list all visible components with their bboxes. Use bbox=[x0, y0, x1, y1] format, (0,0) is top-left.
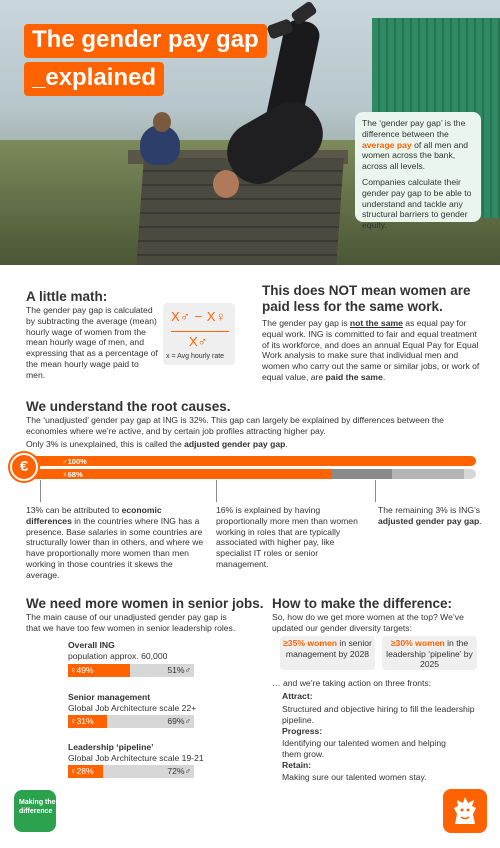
euro-icon: € bbox=[10, 453, 38, 481]
senior-jobs-heading: We need more women in senior jobs. bbox=[26, 596, 264, 611]
target-senior-management: ≥35% women in senior management by 2028 bbox=[280, 636, 375, 670]
math-body: The gender pay gap is calculated by subtracting the average (mean) hourly wage of women from the mean hourly wage of men, and expressing that as a percentage of the mean hourly wage paid to men. bbox=[26, 305, 158, 380]
callout-text-2: Companies calculate their gender pay gap to be able to understand and tackle any structural barriers to gender equity. bbox=[362, 176, 472, 231]
men-share: 72%♂ bbox=[167, 766, 191, 776]
not-same-heading: This does NOT mean women are paid less for the same work. bbox=[262, 283, 471, 314]
formula-box bbox=[163, 303, 235, 365]
action-retain-text: Making sure our talented women stay. bbox=[282, 772, 427, 782]
men-share: 69%♂ bbox=[167, 716, 191, 726]
economic-diff-segment bbox=[332, 469, 392, 479]
formula-caption: x = Avg hourly rate bbox=[166, 353, 225, 360]
formula-denominator: X♂ bbox=[189, 334, 208, 349]
fronts-intro: … and we’re taking action on three fronts: bbox=[272, 678, 432, 688]
job-profile-segment bbox=[392, 469, 464, 479]
formula-numerator: X♂ − X♀ bbox=[171, 309, 227, 324]
group-pipeline-bar bbox=[68, 765, 194, 778]
women-pay-label: ♀68% bbox=[62, 470, 83, 479]
difference-heading: How to make the difference: bbox=[272, 596, 453, 611]
women-share: ♀49% bbox=[68, 664, 130, 677]
men-pay-bar bbox=[26, 456, 476, 466]
pay-gap-bars bbox=[26, 454, 476, 480]
connector-line bbox=[40, 480, 41, 502]
not-same-body: The gender pay gap is not the same as equal pay for equal work. ING is committed to fair and equal treatment of its workforce, and does an annual Equal Pay for Equal Work analysis to make sure that individual men and women who carry out the same or similar jobs, or work of equal value, are paid the same. bbox=[262, 318, 480, 382]
men-pay-label: ♂100% bbox=[62, 457, 87, 466]
page-title-line1: The gender pay gap bbox=[24, 24, 267, 58]
root-causes-heading: We understand the root causes. bbox=[26, 399, 231, 414]
fraction-line bbox=[171, 331, 229, 332]
adjusted-gap-text: The remaining 3% is ING’s adjusted gender pay gap. bbox=[378, 505, 482, 526]
difference-intro: So, how do we get more women at the top? We’ve updated our gender diversity targets: bbox=[272, 612, 464, 633]
athlete-woman-head bbox=[153, 112, 171, 132]
making-the-difference-badge: Making the difference bbox=[14, 790, 56, 832]
page-title-line2: _explained bbox=[24, 62, 164, 96]
economic-diff-text: 13% can be attributed to economic differences in the countries where ING has a presence. Base salaries in some countries are structurally lower than in others, and where we have proportionally more women than men working in those countries it skews the average. bbox=[26, 505, 204, 580]
women-share: ♀28% bbox=[68, 765, 103, 778]
ing-lion-logo bbox=[443, 789, 487, 833]
women-share: ♀31% bbox=[68, 715, 107, 728]
senior-jobs-body: The main cause of our unadjusted gender pay gap is that we have too few women in senior leadership roles. bbox=[26, 612, 236, 633]
action-attract-text: Structured and objective hiring to fill the leadership pipeline. bbox=[282, 704, 475, 725]
definition-callout bbox=[355, 112, 481, 231]
math-heading: A little math: bbox=[26, 289, 108, 304]
group-pipeline-title: Leadership ‘pipeline’ Global Job Architecture scale 19-21 bbox=[68, 742, 204, 763]
group-overall-bar bbox=[68, 664, 194, 677]
group-overall-title: Overall ING population approx. 60,000 bbox=[68, 640, 168, 661]
callout-text-1: The ‘gender pay gap’ is the difference between the average pay of all men and women across the bank, across all levels. bbox=[362, 118, 469, 172]
action-retain-title: Retain: bbox=[282, 760, 312, 770]
athlete-man-head bbox=[213, 170, 239, 198]
root-causes-p2: Only 3% is unexplained, this is called the adjusted gender pay gap. bbox=[26, 439, 288, 449]
root-causes-p1: The ‘unadjusted’ gender pay gap at ING is 32%. This gap can largely be explained by differences between the economies where we’re active, and by certain job profiles attracting higher pay. bbox=[26, 415, 444, 436]
action-progress-text: Identifying our talented women and helping them grow. bbox=[282, 738, 446, 759]
action-attract-title: Attract: bbox=[282, 691, 313, 701]
group-senior-title: Senior management Global Job Architecture scale 22+ bbox=[68, 692, 197, 713]
job-profile-text: 16% is explained by having proportionally more men than women working in roles that are typically associated with higher pay, like specialist IT roles or senior management. bbox=[216, 505, 358, 569]
connector-line bbox=[216, 480, 217, 502]
action-progress-title: Progress: bbox=[282, 726, 323, 736]
group-senior-bar bbox=[68, 715, 194, 728]
men-share: 51%♂ bbox=[167, 665, 191, 675]
target-leadership-pipeline: ≥30% women in the leadership ‘pipeline’ by 2025 bbox=[382, 636, 477, 670]
connector-line bbox=[375, 480, 376, 502]
